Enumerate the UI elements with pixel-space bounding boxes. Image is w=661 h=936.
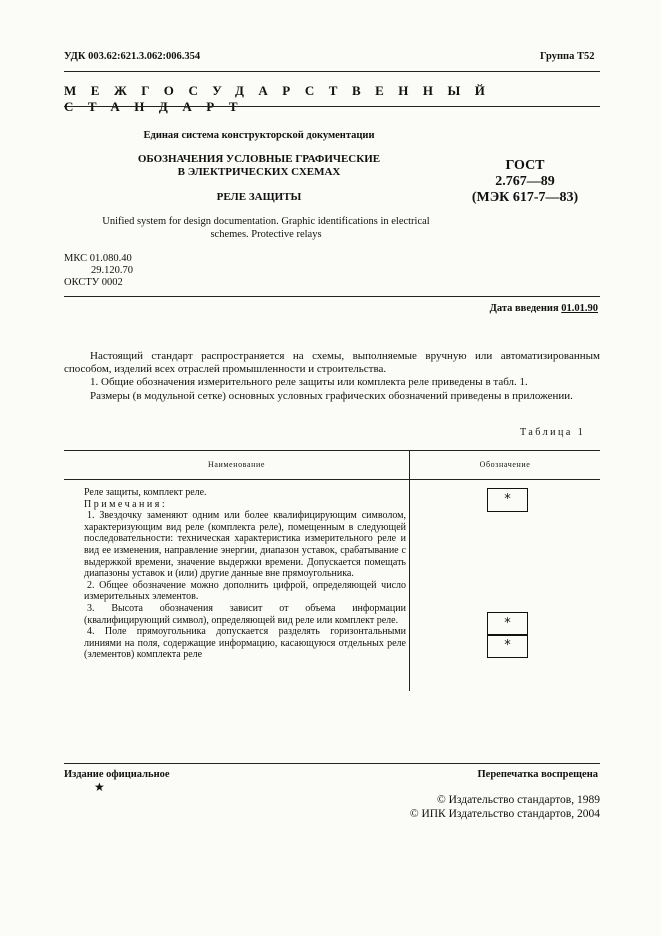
classification-codes	[64, 253, 133, 289]
table-column-separator	[409, 479, 410, 691]
reprint-prohibited: Перепечатка воспрещена	[477, 769, 598, 780]
relay-symbol-basic: *	[487, 488, 528, 512]
copyright-block	[330, 794, 600, 821]
table-caption: Таблица 1	[520, 427, 586, 438]
mks-code-1: МКС 01.080.40	[64, 253, 132, 264]
note-4: 4. Поле прямоугольника допускается разделять горизонтальными линиями на поля, содержащие информацию, касающуюся отдельных реле (элементов) комплекта реле	[84, 626, 406, 661]
effective-date	[380, 303, 598, 314]
intro-paragraph-3: Размеры (в модульной сетке) основных условных графических обозначений приведены в приложении.	[90, 389, 573, 402]
intro-text	[64, 350, 600, 403]
english-title	[86, 215, 446, 241]
gost-label: ГОСТ	[505, 158, 545, 173]
table-header-name: Наименование	[207, 460, 266, 469]
table-row-description	[84, 487, 406, 661]
english-title-line-2: schemes. Protective relays	[210, 229, 322, 240]
banner-divider	[64, 106, 600, 107]
iec-number: (МЭК 617-7—83)	[471, 190, 579, 205]
title-line-2: В ЭЛЕКТРИЧЕСКИХ СХЕМАХ	[177, 166, 341, 178]
table-header-border	[64, 479, 600, 480]
okstu-code: ОКСТУ 0002	[64, 277, 123, 288]
table-top-border	[64, 450, 600, 451]
effective-date-value: 01.01.90	[561, 303, 598, 314]
title-line-1: ОБОЗНАЧЕНИЯ УСЛОВНЫЕ ГРАФИЧЕСКИЕ	[137, 153, 381, 165]
official-edition: Издание официальное	[64, 769, 170, 780]
table-header-symbol: Обозначение	[479, 460, 531, 469]
footer-divider	[64, 763, 600, 764]
intro-paragraph-2: 1. Общие обозначения измерительного реле защиты или комплекта реле приведены в табл. 1.	[90, 376, 528, 389]
standard-banner	[64, 83, 600, 115]
gost-designation	[460, 158, 590, 206]
copyright-1989: © Издательство стандартов, 1989	[436, 794, 600, 806]
relay-symbol-split-top: *	[487, 612, 528, 636]
intro-paragraph-1: Настоящий стандарт распространяется на схемы, выполняемые вручную или автоматизированным способом, изделий всех отраслей промышленности и строительства.	[64, 350, 600, 376]
banner-word-interstate: МЕЖГОСУДАРСТВЕННЫЙ	[64, 83, 500, 98]
document-title	[64, 153, 454, 179]
group-code: Группа Т52	[540, 51, 595, 62]
udk-code: УДК 003.62:621.3.062:006.354	[64, 51, 201, 62]
effective-date-label: Дата введения	[489, 303, 559, 314]
note-3: 3. Высота обозначения зависит от объема информации (квалифицирующий символ), определяющей вид реле или комплект реле.	[84, 602, 406, 626]
english-title-line-1: Unified system for design documentation. Graphic identifications in electrical	[102, 216, 430, 227]
top-divider	[64, 71, 600, 72]
note-2: 2. Общее обозначение можно дополнить цифрой, определяющей число измерительных элементов.	[84, 579, 406, 603]
relay-symbol-split-bottom: *	[487, 634, 528, 658]
note-1: 1. Звездочку заменяют одним или более квалифицирующим символом, характеризующим вид реле (комплекта реле), помещенным в следующей последовательности: техническая характеристика измерительного реле и вид ее изменения, направление энергии, диапазон уставок, срабатывание с выдержкой времени, значение выдержки времени. Допускается помещать диапазоны уставок и (или) другие данные вне прямоугольника.	[84, 510, 406, 580]
banner-word-standard: СТАНДАРТ	[64, 99, 253, 114]
system-name: Единая система конструкторской документации	[143, 130, 375, 141]
row-title: Реле защиты, комплект реле.	[84, 487, 207, 498]
classification-divider	[64, 296, 600, 297]
copyright-2004: © ИПК Издательство стандартов, 2004	[409, 807, 600, 820]
document-subtitle: РЕЛЕ ЗАЩИТЫ	[216, 191, 302, 203]
notes-label: Примечания:	[84, 498, 168, 510]
star-icon: ★	[94, 780, 105, 794]
gost-number: 2.767—89	[495, 174, 555, 189]
mks-code-2: 29.120.70	[91, 265, 133, 276]
